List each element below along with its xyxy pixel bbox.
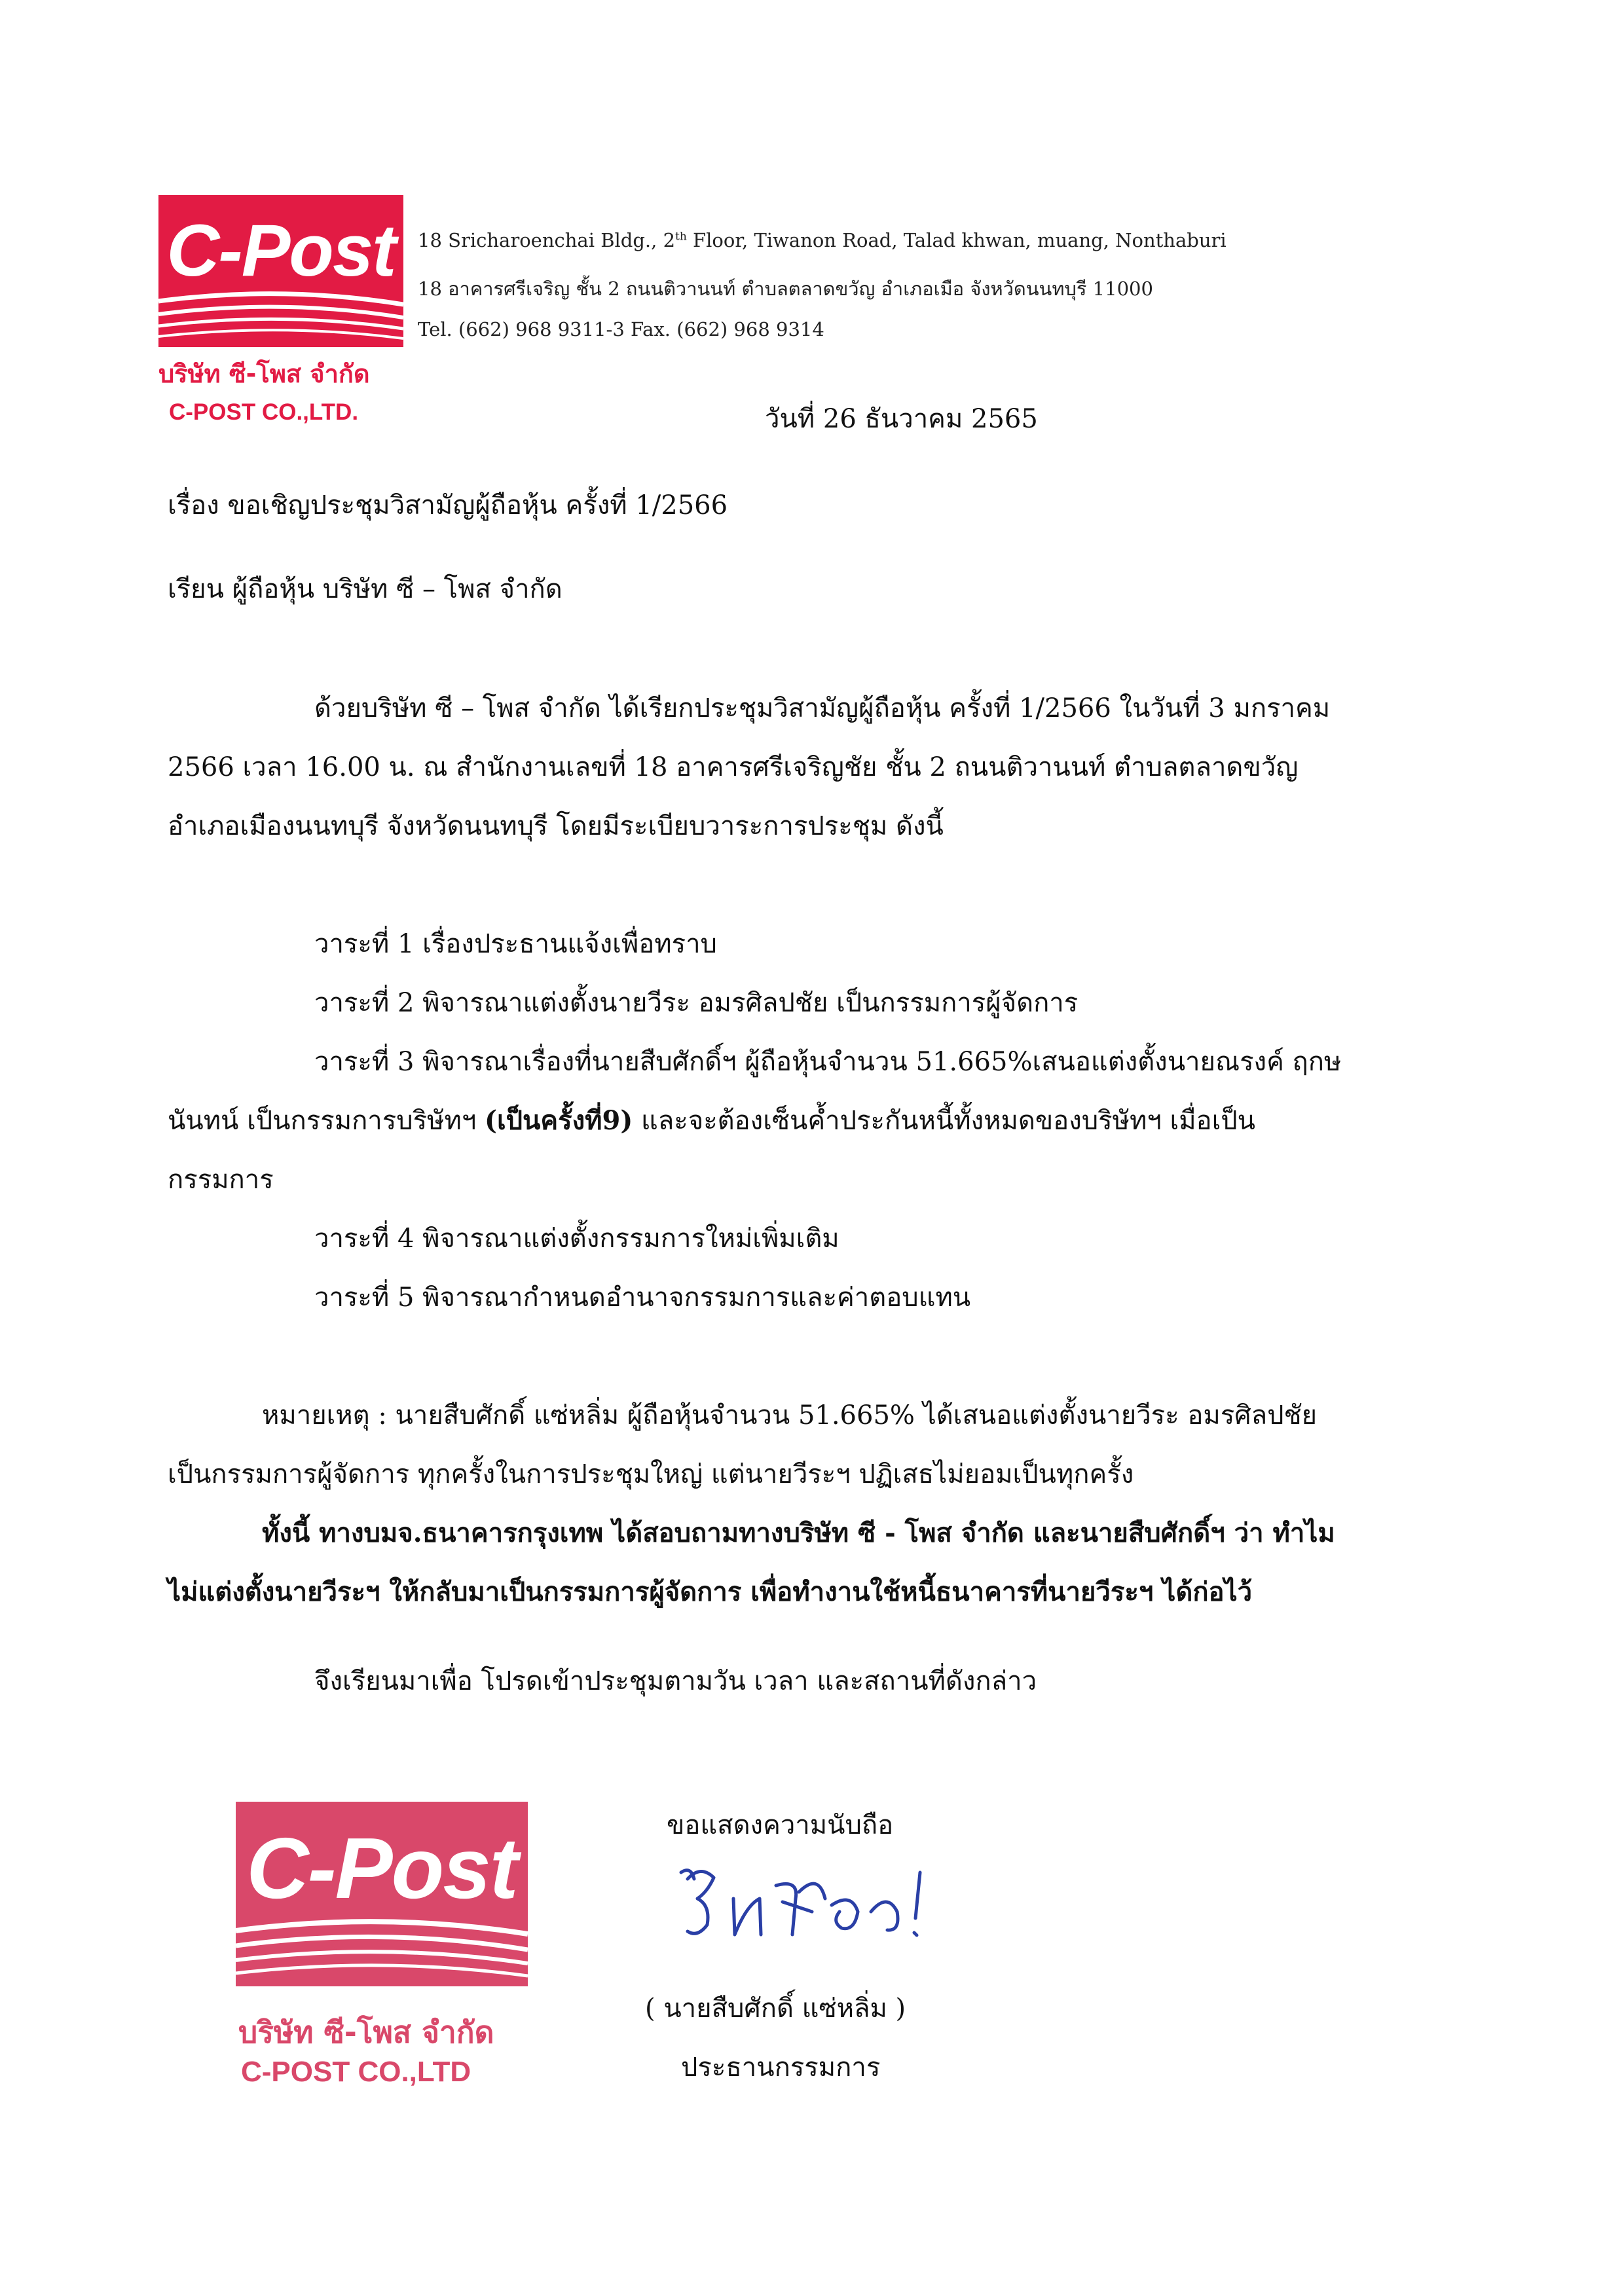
company-name-en: C-POST CO.,LTD. xyxy=(169,399,359,425)
stamp-company-name-th: บริษัท ซี-โพส จำกัด xyxy=(238,2014,494,2050)
agenda-item-2: วาระที่ 2 พิจารณาแต่งตั้งนายวีระ อมรศิลปชัย เป็นกรรมการผู้จัดการ xyxy=(314,988,1079,1018)
signatory-title: ประธานกรรมการ xyxy=(681,2052,881,2083)
agenda-item-3-line-3: กรรมการ xyxy=(168,1165,274,1195)
intro-line-2: 2566 เวลา 16.00 น. ณ สำนักงานเลขที่ 18 อาคารศรีเจริญชัย ชั้น 2 ถนนติวานนท์ ตำบลตลาดขวัญ xyxy=(168,752,1299,782)
address-thai: 18 อาคารศรีเจริญ ชั้น 2 ถนนติวานนท์ ตำบลตลาดขวัญ อำเภอเมือ จังหวัดนนทบุรี 11000 xyxy=(418,278,1153,300)
agenda-item-3-emphasis: (เป็นครั้งที่9) xyxy=(485,1105,633,1136)
agenda-item-1: วาระที่ 1 เรื่องประธานแจ้งเพื่อทราบ xyxy=(314,929,717,959)
intro-line-3: อำเภอเมืองนนทบุรี จังหวัดนนทบุรี โดยมีระเบียบวาระการประชุม ดังนี้ xyxy=(168,811,944,841)
letter-date: วันที่ 26 ธันวาคม 2565 xyxy=(765,404,1038,434)
closing-line: จึงเรียนมาเพื่อ โปรดเข้าประชุมตามวัน เวลา และสถานที่ดังกล่าว xyxy=(314,1666,1037,1696)
complimentary-close: ขอแสดงความนับถือ xyxy=(667,1810,894,1840)
company-name-th: บริษัท ซี-โพส จำกัด xyxy=(158,359,370,388)
bank-inquiry-line-1: ทั้งนี้ ทางบมจ.ธนาคารกรุงเทพ ได้สอบถามทางบริษัท ซี - โพส จำกัด และนายสืบศักดิ์ฯ ว่า ทำไม xyxy=(262,1518,1335,1548)
letter-recipient: เรียน ผู้ถือหุ้น บริษัท ซี – โพส จำกัด xyxy=(168,574,563,604)
note-line-1: หมายเหตุ : นายสืบศักดิ์ แซ่หลิ่ม ผู้ถือหุ้นจำนวน 51.665% ได้เสนอแต่งตั้งนายวีระ อมรศิลปชัย xyxy=(262,1400,1318,1430)
signatory-name: ( นายสืบศักดิ์ แซ่หลิ่ม ) xyxy=(645,1994,906,2024)
logo-wordmark: C-Post xyxy=(166,210,396,291)
stamp-company-name-en: C-POST CO.,LTD xyxy=(241,2056,471,2088)
agenda-item-4: วาระที่ 4 พิจารณาแต่งตั้งกรรมการใหม่เพิ่มเติม xyxy=(314,1224,840,1254)
handwritten-signature xyxy=(661,1853,936,1951)
stamp-logo-stripes-icon xyxy=(236,1914,528,1986)
company-logo xyxy=(158,195,403,347)
logo-stripes-icon xyxy=(158,288,403,347)
contact-line: Tel. (662) 968 9311-3 Fax. (662) 968 9314 xyxy=(418,318,824,340)
stamp-logo-wordmark: C-Post xyxy=(246,1820,517,1916)
agenda-item-5: วาระที่ 5 พิจารณากำหนดอำนาจกรรมการและค่าตอบแทน xyxy=(314,1283,971,1313)
bank-inquiry-line-2: ไม่แต่งตั้งนายวีระฯ ให้กลับมาเป็นกรรมการผู้จัดการ เพื่อทำงานใช้หนี้ธนาคารที่นายวีระฯ ได้ก่อไว้ xyxy=(168,1576,1253,1607)
note-line-2: เป็นกรรมการผู้จัดการ ทุกครั้งในการประชุมใหญ่ แต่นายวีระฯ ปฏิเสธไม่ยอมเป็นทุกครั้ง xyxy=(168,1459,1134,1489)
intro-line-1: ด้วยบริษัท ซี – โพส จำกัด ได้เรียกประชุมวิสามัญผู้ถือหุ้น ครั้งที่ 1/2566 ในวันที่ 3 มกราคม xyxy=(314,693,1331,723)
agenda-item-3-line-2: นันทน์ เป็นกรรมการบริษัทฯ (เป็นครั้งที่9) และจะต้องเซ็นค้ำประกันหนี้ทั้งหมดของบริษัทฯ เมื่อเป็น xyxy=(168,1105,1255,1136)
letter-subject: เรื่อง ขอเชิญประชุมวิสามัญผู้ถือหุ้น ครั้งที่ 1/2566 xyxy=(168,490,728,520)
address-english: 18 Sricharoenchai Bldg., 2th Floor, Tiwanon Road, Talad khwan, muang, Nonthaburi xyxy=(418,229,1227,251)
company-stamp-logo xyxy=(236,1802,528,1986)
agenda-item-3-line-1: วาระที่ 3 พิจารณาเรื่องที่นายสืบศักดิ์ฯ ผู้ถือหุ้นจำนวน 51.665%เสนอแต่งตั้งนายณรงค์ ฤกษ xyxy=(314,1047,1342,1077)
